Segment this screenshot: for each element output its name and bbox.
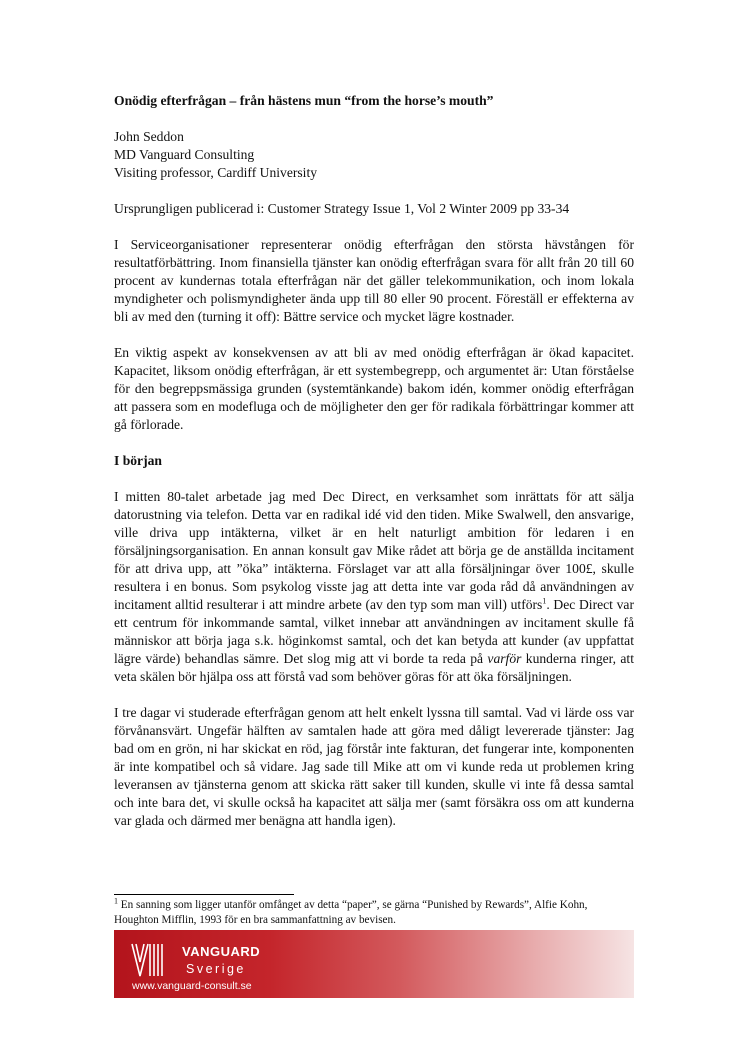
vanguard-logo-icon xyxy=(130,940,164,980)
section-heading: I början xyxy=(114,453,162,468)
document-body xyxy=(114,92,634,848)
author-block xyxy=(114,128,634,182)
intro-paragraph-2: En viktig aspekt av konsekvensen av att bli av med onödig efterfrågan är ökad kapacitet. Kapacitet, liksom onödig efterfrågan, är ett systembegrepp, och argumentet är: Utan förståelse för den begreppsmässiga grunden (systemtänkande) bakom idén, kommer onödig efterfrågan att passera som en modefluga och de möjligheter den ger för radikala förbättringar kommer att gå förlorade. xyxy=(114,345,634,432)
footnote-text: En sanning som ligger utanför omfånget av detta “paper”, se gärna “Punished by Rewards”, Alfie Kohn, Houghton Mifflin, 1993 för en bra sammanfattning av bevisen. xyxy=(114,899,588,926)
document-title: Onödig efterfrågan – från hästens mun “from the horse’s mouth” xyxy=(114,93,494,108)
footnote-mark: 1 xyxy=(114,896,118,906)
footnote-divider xyxy=(114,894,294,895)
footnote-reference[interactable]: 1 xyxy=(542,596,547,606)
section-paragraph-1-part3: kunderna ringer, att veta skälen bör hjälpa oss att förstå vad som behöver göras för att öka försäljningen. xyxy=(114,651,634,684)
website-link[interactable]: www.vanguard-consult.se xyxy=(132,980,252,992)
section-paragraph-1 xyxy=(114,488,634,686)
author-affiliation: Visiting professor, Cardiff University xyxy=(114,165,318,180)
brand-name: VANGUARD xyxy=(182,944,261,959)
section-paragraph-1-part2: . Dec Direct var ett centrum för inkommande samtal, vilket innebar att användningen av incitament skulle få människor att börja jaga s.k. höginkomst samtal, och det kan betyda att kunder (av uppfattat lägre värde) behandlas sämre. Det slog mig att vi borde ta reda på xyxy=(114,597,634,666)
section-paragraph-2: I tre dagar vi studerade efterfrågan genom att helt enkelt lyssna till samtal. Vad vi lärde oss var förvånansvärt. Ungefär hälften av samtalen hade att göra med dåligt levererade tjänster: Jag bad om en grön, ni har skickat en röd, jag förstår inte fakturan, det fungerar inte, komponenten är inte kompatibel och så vidare. Jag sade till Mike att om vi kunde reda ut problemen kring leveransen av tjänsterna genom att skicka rätt saker till kunden, skulle vi inte få dessa samtal och inte bara det, vi skulle också ha kapacitet att sälja mer (samt försäkra oss om att kunderna var glada och därmed mer benägna att handla igen). xyxy=(114,705,634,828)
author-name: John Seddon xyxy=(114,129,184,144)
footnote xyxy=(114,898,634,928)
section-paragraph-1-part1: I mitten 80-talet arbetade jag med Dec Direct, en verksamhet som inrättats för att sälja datorustning via telefon. Detta var en radikal idé vid den tiden. Mike Swalwell, den ansvarige, ville driva upp intäkterna, vilket är en helt naturligt ambition för ledaren i en försäljningsorganisation. En annan konsult gav Mike rådet att börja ge de anställda incitament för att driva upp, att ”öka” intäkterna. Förslaget var att alla försäljningar över 100£, skulle resultera i en bonus. Som psykolog visste jag att detta inte var goda råd då användningen av incitament alltid resulterar i att mindre arbete (av den typ som man vill) utförs xyxy=(114,489,634,612)
emphasis-text: varför xyxy=(487,651,522,666)
publication-note: Ursprungligen publicerad i: Customer Strategy Issue 1, Vol 2 Winter 2009 pp 33-34 xyxy=(114,201,570,216)
brand-region: Sverige xyxy=(186,962,246,976)
footer-banner xyxy=(114,930,634,998)
author-role: MD Vanguard Consulting xyxy=(114,147,255,162)
intro-paragraph-1: I Serviceorganisationer representerar onödig efterfrågan den största hävstången för resultatförbättring. Inom finansiella tjänster kan onödig efterfrågan svara för allt från 20 till 60 procent av kundernas totala efterfrågan när det gäller telekommunikation, och inom lokala myndigheter och polismyndigheter ända upp till 80 eller 90 procent. Föreställ er effekterna av bli av med den (turning it off): Bättre service och mycket lägre kostnader. xyxy=(114,237,634,324)
